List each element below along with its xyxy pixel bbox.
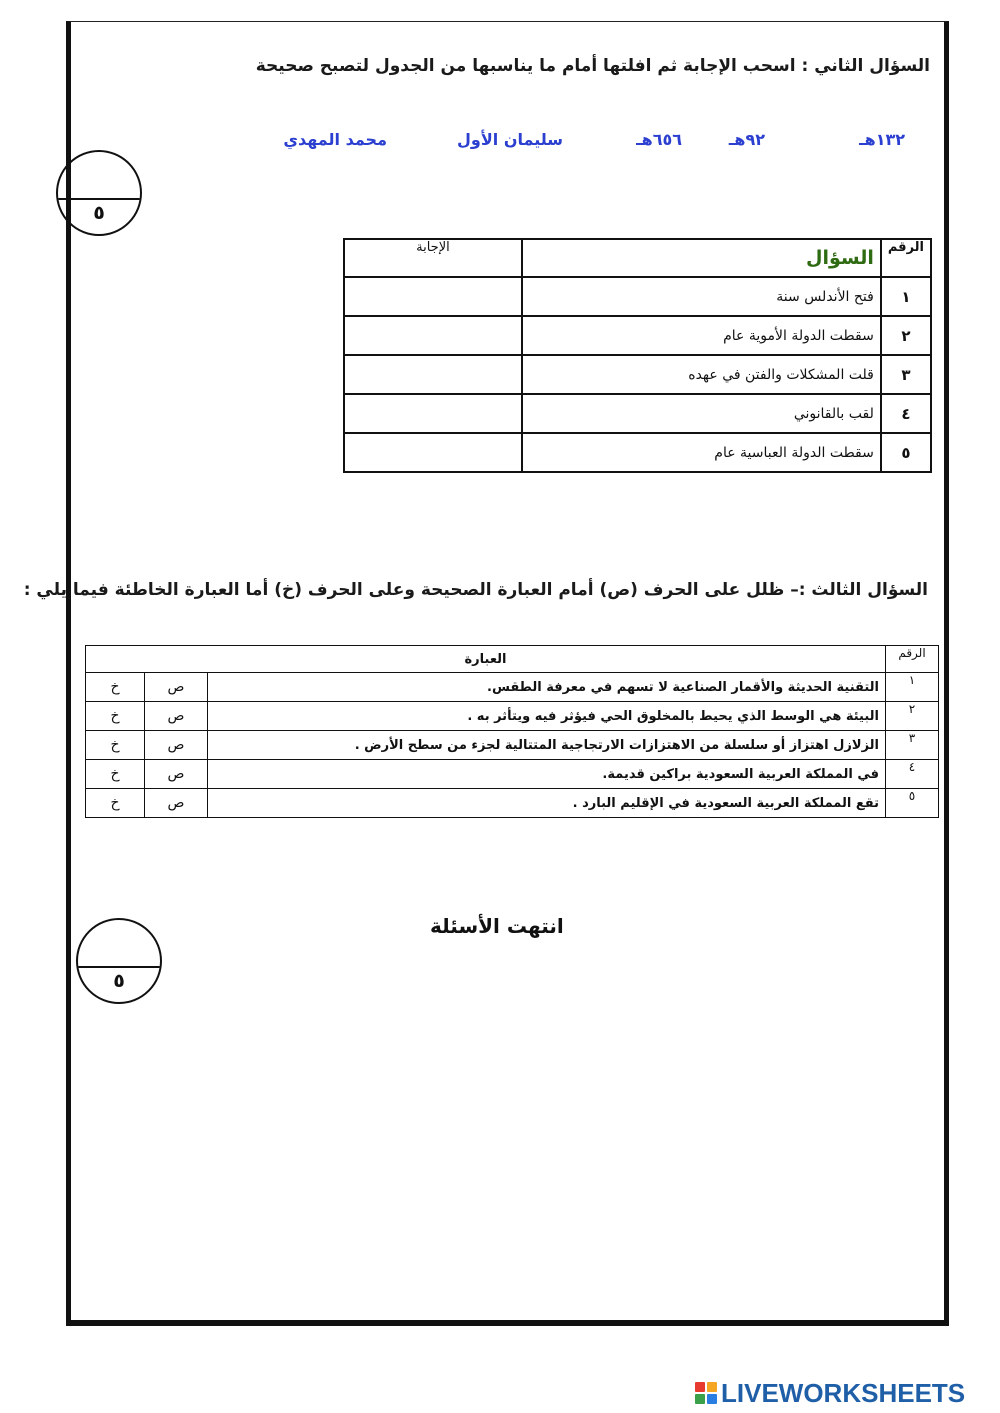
row-number: ٥: [886, 789, 939, 818]
false-option[interactable]: خ: [86, 702, 145, 731]
false-option[interactable]: خ: [86, 731, 145, 760]
table-row: [344, 355, 931, 394]
row-question: قلت المشكلات والفتن في عهده: [522, 355, 881, 394]
score-circle-q3: [76, 918, 162, 1004]
header-number: الرقم: [886, 646, 939, 673]
row-number: ٤: [881, 394, 931, 433]
row-number: ٣: [881, 355, 931, 394]
false-option[interactable]: خ: [86, 673, 145, 702]
row-number: ١: [881, 277, 931, 316]
logo-square: [695, 1394, 705, 1404]
row-statement: البيئة هي الوسط الذي يحيط بالمخلوق الحي فيؤثر فيه ويتأثر به .: [208, 702, 886, 731]
row-number: ١: [886, 673, 939, 702]
table-row: [86, 673, 939, 702]
table-row: [86, 731, 939, 760]
row-question: فتح الأندلس سنة: [522, 277, 881, 316]
header-question: السؤال: [522, 239, 881, 277]
answer-drop-slot[interactable]: [344, 355, 522, 394]
row-question: لقب بالقانوني: [522, 394, 881, 433]
table-row: [344, 433, 931, 472]
row-question: سقطت الدولة العباسية عام: [522, 433, 881, 472]
table-row: [86, 789, 939, 818]
table-header-row: [86, 646, 939, 673]
row-number: ٣: [886, 731, 939, 760]
row-statement: تقع المملكة العربية السعودية في الإقليم البارد .: [208, 789, 886, 818]
row-number: ٤: [886, 760, 939, 789]
logo-square: [695, 1382, 705, 1392]
end-of-questions: انتهت الأسئلة: [430, 914, 564, 938]
answer-drop-slot[interactable]: [344, 277, 522, 316]
score-value: ٥: [113, 970, 125, 992]
question-3-title: السؤال الثالث :– ظلل على الحرف (ص) أمام العبارة الصحيحة وعلى الحرف (خ) أما العبارة الخاطئة فيما يلي :: [23, 580, 928, 600]
row-statement: الزلازل اهتزاز أو سلسلة من الاهتزازات الارتجاجية المتتالية لجزء من سطح الأرض .: [208, 731, 886, 760]
choice-3[interactable]: ٦٥٦هـ: [636, 130, 682, 149]
choice-5[interactable]: محمد المهدي: [283, 130, 387, 149]
row-question: سقطت الدولة الأموية عام: [522, 316, 881, 355]
true-option[interactable]: ص: [145, 789, 208, 818]
logo-square: [707, 1394, 717, 1404]
table-row: [344, 394, 931, 433]
question-2-title: السؤال الثاني : اسحب الإجابة ثم افلتها أمام ما يناسبها من الجدول لتصبح صحيحة: [255, 56, 930, 76]
true-option[interactable]: ص: [145, 760, 208, 789]
choice-2[interactable]: ٩٢هـ: [728, 130, 765, 149]
liveworksheets-logo-icon: [695, 1382, 717, 1404]
score-divider: [58, 198, 140, 200]
score-circle-q2: [56, 150, 142, 236]
row-number: ٥: [881, 433, 931, 472]
header-answer: الإجابة: [344, 239, 522, 277]
table-row: [344, 316, 931, 355]
table-row: [344, 277, 931, 316]
table-header-row: [344, 239, 931, 277]
liveworksheets-brand: [695, 1378, 965, 1408]
row-statement: في المملكة العربية السعودية براكين قديمة.: [208, 760, 886, 789]
true-false-table: [85, 645, 939, 818]
matching-table: [343, 238, 932, 473]
page-border-bottom: [66, 1320, 949, 1326]
answer-drop-slot[interactable]: [344, 316, 522, 355]
brand-name: LIVEWORKSHEETS: [721, 1377, 966, 1408]
row-number: ٢: [881, 316, 931, 355]
answer-drop-slot[interactable]: [344, 394, 522, 433]
choice-1[interactable]: ١٣٢هـ: [859, 130, 905, 149]
row-number: ٢: [886, 702, 939, 731]
false-option[interactable]: خ: [86, 789, 145, 818]
header-number: الرقم: [881, 239, 931, 277]
true-option[interactable]: ص: [145, 673, 208, 702]
choice-4[interactable]: سليمان الأول: [457, 130, 563, 149]
true-option[interactable]: ص: [145, 731, 208, 760]
logo-square: [707, 1382, 717, 1392]
answer-drop-slot[interactable]: [344, 433, 522, 472]
header-statement: العبارة: [86, 646, 886, 673]
false-option[interactable]: خ: [86, 760, 145, 789]
table-row: [86, 760, 939, 789]
row-statement: التقنية الحديثة والأقمار الصناعية لا تسهم في معرفة الطقس.: [208, 673, 886, 702]
true-option[interactable]: ص: [145, 702, 208, 731]
score-value: ٥: [93, 202, 105, 224]
table-row: [86, 702, 939, 731]
score-divider: [78, 966, 160, 968]
